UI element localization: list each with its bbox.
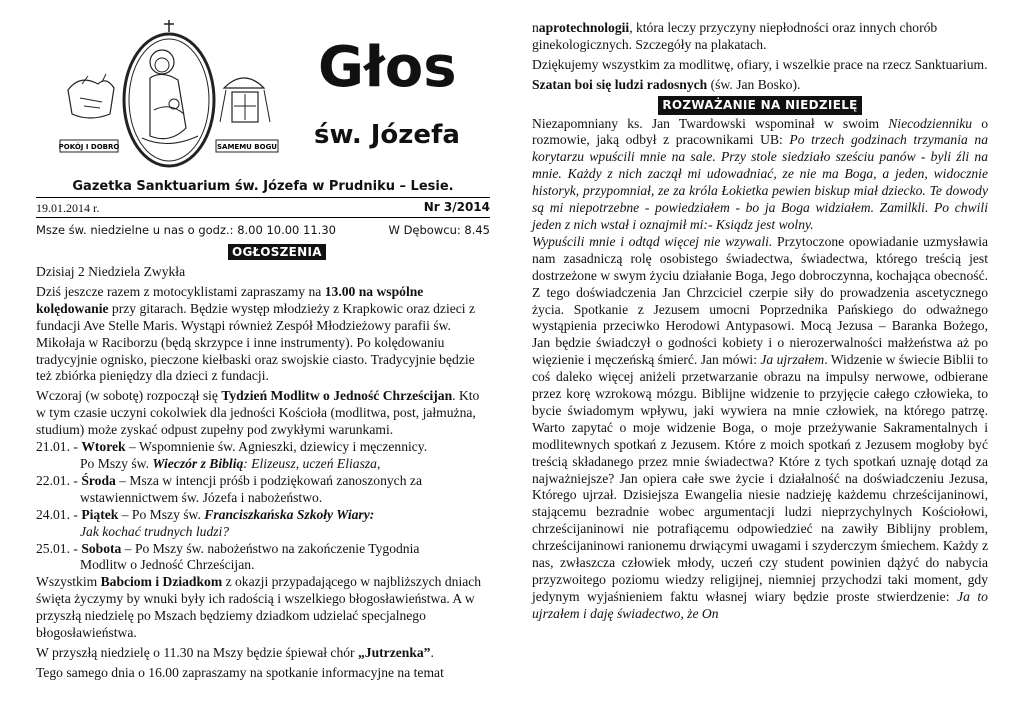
reflection-heading-wrap (532, 96, 988, 115)
schedule-item: Jak kochać trudnych ludzi? (80, 523, 230, 539)
logo-banner-left: POKÓJ I DOBRO (58, 143, 120, 151)
schedule-item: 25.01. - Sobota – Po Mszy św. nabożeństwo na zakończenie Tygodnia (36, 540, 420, 556)
sanctuary-logo (58, 18, 280, 170)
schedule-item: wstawiennictwem św. Józefa i nabożeństwo. (80, 489, 323, 505)
announcement-paragraph: Dziękujemy wszystkim za modlitwę, ofiary, i wszelkie prace na rzecz Sanktuarium. (532, 56, 988, 72)
issue-number: Nr 3/2014 (423, 200, 490, 214)
schedule-item: 24.01. - Piątek – Po Mszy św. Franciszkańska Szkoły Wiary: (36, 506, 375, 522)
announcement-paragraph: Wszystkim Babciom i Dziadkom z okazji przypadającego w najbliższych dniach święta życzymy by wnuki były ich radością i wszelkiego błogosławieństwa. A w przyszłą niedzielę po Mszach będziemy dziadkom udzielać specjalnego błogosławieństwa. (36, 574, 482, 641)
divider (36, 197, 490, 198)
reflection-paragraph: Wypuścili mnie i odtąd więcej nie wzywali. Przytoczone opowiadanie uzmysławia nam zasadniczą rolę osobistego świadectwa, świadectwa, którego treścią jest dostrzeżone w swym życiu działanie Boga, Jego dobroczynna, kochająca obecność. Z tego doświadczenia Jan Chrzciciel czerpie siły do prowadzenia ascetycznego życia. Spotkanie z Jezusem umocni Poprzednika Pańskiego do odważnego wystąpienia przeciwko Herodowi Antypasowi. Mocą Jezusa – Baranka Bożego, Jan będzie świadczył o godności kobiety i o nierozerwalności małżeństwa aż po więzienie i męczeńską śmierć. Jan mówi: Ja ujrzałem. Widzenie w świecie Biblii to coś daleko więcej aniżeli przetwarzanie obrazu na impulsy nerwowe, odbierane przez korę wzrokową mózgu. Biblijne widzenie to przyjęcie całego człowieka, to bycie świadomym wpływu, jaki wywiera na mnie człowiek, na którego patrzę. Warto zapytać o moje widzenie Boga, o moje przeżywanie Sakramentalnych i modlitewnych spotkań z Jezusem. Które z moich spotkań z Jezusem mogłoby być treścią składanego przez mnie świadectwa? Które z tych spotkań uznaję dotąd za najważniejsze? Jan opiera całe swe życie i działalność na doświadczeniu Jezusa, Którego ujrzał. Dzisiejsza Ewangelia niesie nadzieję każdemu chrześcijaninowi, stającemu bezradnie wobec argumentacji ludzi nieprzychylnych Kościołowi, chrześcijaninowi nie potrafiącemu odpowiedzieć na zawiły Biblijny problem, chrześcijaninowi ranionemu drwiącymi uwagami i szyderczym śmiechem. Każdy z nas, zwłaszcza człowiek młody, uczeń czy student powinien dążyć do nabycia przyzwoitego poziomu wiedzy religijnej, niemniej przychodzi taki moment, gdy jedynym wyjaśnieniem faktu własnej wiary będzie proste stwierdzenie: Ja to ujrzałem i daję świadectwo, że On (532, 233, 989, 621)
logo-banner-right: SAMEMU BOGU (216, 143, 278, 151)
announcement-paragraph: Wczoraj (w sobotę) rozpoczął się Tydzień Modlitw o Jedność Chrześcijan. Kto w tym czasie uczyni cokolwiek dla jedności Kościoła (modlitwa, post, jałmużna, studium) może zyskać odpust zupełny pod zwykłymi warunkami. (36, 388, 480, 438)
reflection-heading: ROZWAŻANIE NA NIEDZIELĘ (658, 96, 861, 115)
quote: Szatan boi się ludzi radosnych (św. Jan Bosko). (532, 76, 801, 92)
announcement-paragraph: Dziś jeszcze razem z motocyklistami zapraszamy na 13.00 na wspólne kolędowanie przy gitarach. Będzie występ młodzieży z Krapkowic oraz dzieci z fundacji Ave Stelle Maris. Wystąpi również Zespół Młodzieżowy parafii św. Mikołaja w Raciborzu (będą skrzypce i inne instrumenty). Po kolędowaniu tradycyjnie ognisko, pieczone kiełbaski oraz swojskie ciasto. Tradycyjnie będzie też zbiórka pieniędzy dla dzieci z fundacji. (36, 283, 476, 384)
announcement-paragraph: Dzisiaj 2 Niedziela Zwykła (36, 264, 186, 279)
schedule-item: 22.01. - Środa – Msza w intencji próśb i podziękowań zanoszonych za (36, 472, 422, 488)
announcement-paragraph: Tego samego dnia o 16.00 zapraszamy na spotkanie informacyjne na temat (36, 664, 444, 680)
announcement-paragraph: naprotechnologii, która leczy przyczyny niepłodności oraz innych chorób ginekologicznych. Szczegóły na plakatach. (532, 20, 938, 52)
schedule-item: Po Mszy św. Wieczór z Biblią: Elizeusz, uczeń Eliasza, (80, 455, 381, 471)
newsletter-title: Głos (318, 35, 457, 100)
announcements-section (36, 264, 492, 682)
mass-times-debowiec: W Dębowcu: 8.45 (388, 223, 490, 237)
mass-times: Msze św. niedzielne u nas o godz.: 8.00 10.00 11.30 (36, 223, 336, 237)
logo-illustration (58, 18, 280, 170)
newsletter-subtitle: Gazetka Sanktuarium św. Józefa w Prudniku – Lesie. (72, 179, 454, 194)
newsletter-title-saint: św. Józefa (314, 120, 460, 150)
reflection-paragraph: Niezapomniany ks. Jan Twardowski wspominał w swoim Niecodzienniku o rozmowie, jaką odbył z pracownikami UB: Po trzech godzinach trzymania na korytarzu wpuścili mnie na sale. Przy stole siedziało sześciu panów - byli źli na mnie. Każdy z nich zaczął mi udowadniać, ze nie ma Boga, a jeden, widocznie historyk, przypomniał, ze za króla Łokietka pewien biskup miał dziecko. Te dowody są mi niepotrzebne - powiedziałem - bo ja Boga widziałem. Zamilkli. Po chwili jeden z nich wstał i oznajmił mi:- Ksiądz jest wolny. (532, 115, 988, 232)
schedule-item: 21.01. - Wtorek – Wspomnienie św. Agnieszki, dziewicy i męczennicy. (36, 439, 428, 455)
divider (36, 217, 490, 218)
schedule-item: Modlitw o Jedność Chrześcijan. (80, 557, 255, 573)
issue-date: 19.01.2014 r. (36, 201, 100, 215)
announcements-heading: OGŁOSZENIA (228, 244, 326, 260)
announcement-paragraph: W przyszłą niedzielę o 11.30 na Mszy będzie śpiewał chór „Jutrzenka”. (36, 644, 434, 660)
right-column (532, 20, 988, 623)
